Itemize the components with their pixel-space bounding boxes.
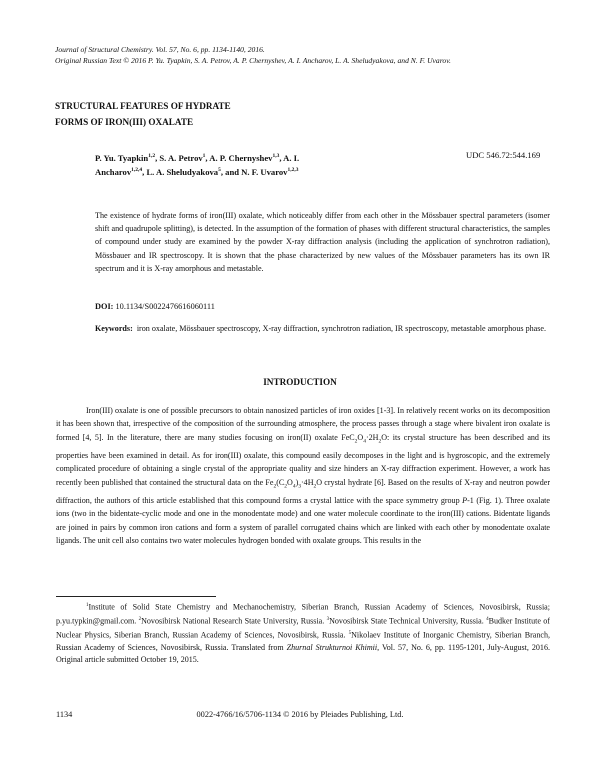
author-name: N. F. Uvarov xyxy=(241,167,288,178)
udc-code: UDC 546.72:544.169 xyxy=(466,150,541,160)
journal-line: Journal of Structural Chemistry. Vol. 57, No. 6, pp. 1134-1140, 2016. xyxy=(55,45,265,54)
author-name: A. P. Chernyshev xyxy=(209,152,273,163)
title-line-1: STRUCTURAL FEATURES OF HYDRATE xyxy=(55,101,231,111)
author-name: P. Yu. Tyapkin xyxy=(95,152,149,163)
title-line-2: FORMS OF IRON(III) OXALATE xyxy=(55,117,194,127)
author-name: L. A. Sheludyakova xyxy=(146,167,219,178)
author-affiliation: 1,2,3 xyxy=(287,167,299,174)
doi-link[interactable]: 10.1134/S0022476616060111 xyxy=(115,302,215,311)
author-affiliation: 1,3 xyxy=(272,153,280,159)
author-affiliation: 1 xyxy=(202,153,206,159)
footnote-text: $^1$Institute of Solid State Chemistry and Mechanochemistry, Siberian Branch, Russian Academy of Sciences, Novosibirsk, Russia; p.yu.typkin@gmail.com. $^2$Novosibirsk National Research State University, Russia. $^3$Novosibirsk State Technical University, Russia. $^4$Budker Institute of Nuclear Physics, Siberian Branch, Russian Academy of Sciences, Novosibirsk, Russia. $^5$Nikolaev Institute of Inorganic Chemistry, Siberian Branch, Russian Academy of Sciences, Novosibirsk, Russia. Translated from Zhurnal Strukturnoi Khimii, Vol. 57, No. 6, pp. 1195-1201, July-August, 2016. Original article submitted October 19, 2015. xyxy=(56,602,550,665)
author-name: S. A. Petrov xyxy=(159,152,203,163)
space-group: P xyxy=(462,495,468,505)
section-heading: INTRODUCTION xyxy=(263,377,337,387)
affiliation-footnote xyxy=(56,600,550,667)
keywords xyxy=(95,322,550,335)
journal-citation xyxy=(55,44,555,66)
keywords-label: Keywords: xyxy=(95,324,133,333)
author-affiliation: 1,2,4 xyxy=(131,167,143,174)
author-affiliation: 1,2 xyxy=(148,153,156,159)
author-affiliation: 5 xyxy=(218,167,221,174)
doi-line xyxy=(95,302,550,311)
copyright-line: 0022-4766/16/5706-1134 © 2016 by Pleiades Publishing, Ltd. xyxy=(196,710,404,719)
author-name: A. I. Ancharov xyxy=(95,152,300,178)
original-text-line: Original Russian Text © 2016 P. Yu. Tyapkin, S. A. Petrov, A. P. Chernyshev, A. I. Ancharov, L. A. Sheludyakova, and N. F. Uvarov. xyxy=(55,56,451,65)
author-list: P. Yu. Tyapkin$^{1,2}$, S. A. Petrov$^1$, A. P. Chernyshev$^{1,3}$, A. I. Ancharov$^{1,2,4}$, L. A. Sheludyakova$^5$, and N. F. Uvarov$^{1,2,3}$ xyxy=(95,152,300,178)
body-text xyxy=(56,404,550,548)
footnote-divider xyxy=(56,596,216,597)
article-title xyxy=(55,98,355,130)
keywords-value: iron oxalate, Mössbauer spectroscopy, X-ray diffraction, synchrotron radiation, IR spectroscopy, metastable amorphous phase. xyxy=(136,324,547,333)
doi-label: DOI: xyxy=(95,302,114,311)
page-number: 1134 xyxy=(56,710,73,719)
abstract: The existence of hydrate forms of iron(III) oxalate, which noticeably differ from each other in the Mössbauer spectral parameters (isomer shift and quadrupole splitting), is detected. In the assumption of the formation of phases with different structural characteristics, the samples of compound under study are examined by the powder X-ray diffraction analysis (including the application of synchrotron radiation), Mössbauer and IR spectroscopy. It is shown that the phase characterized by new values of the Mössbauer parameters has its own IR spectrum and it is X-ray amorphous and metastable. xyxy=(95,211,550,273)
journal-russian-title: Zhurnal Strukturnoi Khimii xyxy=(286,642,378,652)
paragraph: Iron(III) oxalate is one of possible precursors to obtain nanosized particles of iron oxides [1-3]. In relatively recent works on its decomposition it has been shown that, irrespective of the composition of the surrounding atmosphere, the process passes through a stage where bivalent iron oxalate is formed [4, 5]. In the literature, there are many studies focusing on iron(II) oxalate $FeC_2O_4\cdot 2H_2O$: its crystal structure has been described and its properties have been examined in detail. As for iron(III) oxalate, this compound easily decomposes in the light and is hygroscopic, and the extremely complicated procedure of obtaining a single crystal of the appropriate quality and size hinders an X-ray diffraction experiment. However, a work has recently been published that contained the structural data on the $Fe_2(C_2O_4)_3\cdot 4H_2O$ crystal hydrate [6]. Based on the results of X-ray and neutron powder diffraction, the authors of this article established that this compound forms a crystal lattice with the space symmetry group P-1 (Fig. 1). Three oxalate ions (two in the bidentate-cyclic mode and one in the monodentate mode) and one water molecule coordinate to the iron(III) cations. Bidentate ligands are joined in pairs by common iron cations and form a system of parallel corrugated chains which are linked with each other by monodentate oxalate ligands. The unit cell also contains two water molecules hydrogen bonded with oxalate groups. This results in the xyxy=(56,406,550,546)
